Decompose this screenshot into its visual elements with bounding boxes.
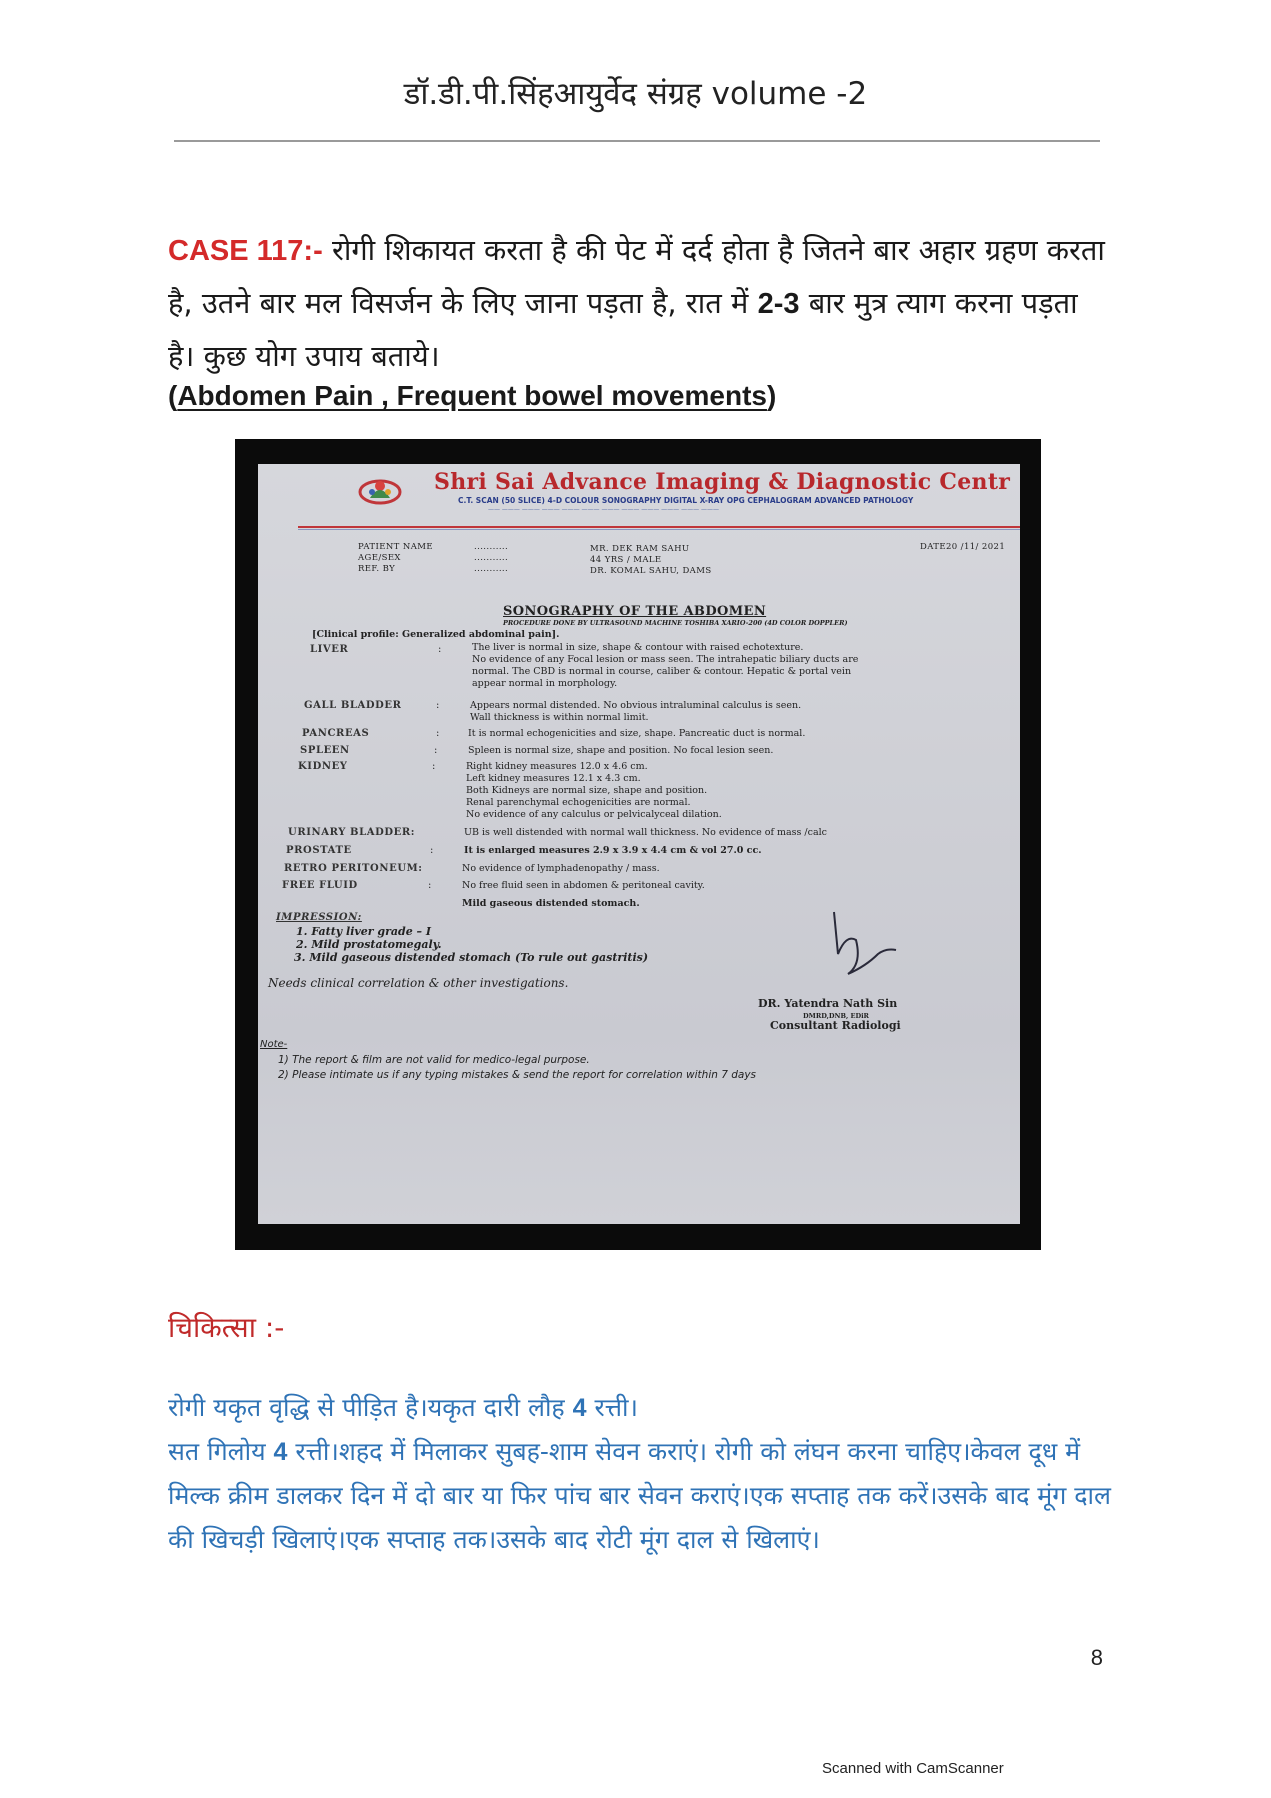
treatment-line-1b: रत्ती। xyxy=(586,1393,638,1422)
impression-3: 3. Mild gaseous distended stomach (To rule out gastritis) xyxy=(294,951,649,964)
sonography-report xyxy=(258,464,1020,1224)
report-services: C.T. SCAN (50 SLICE) 4-D COLOUR SONOGRAPHY DIGITAL X-RAY OPG CEPHALOGRAM ADVANCED PATHOLOGY xyxy=(458,496,914,505)
age-sex-label: AGE/SEX xyxy=(358,553,401,563)
liver-line-4: appear normal in morphology. xyxy=(472,678,618,689)
treatment-heading xyxy=(168,1308,284,1346)
pancreas-line-1: It is normal echogenicities and size, shape. Pancreatic duct is normal. xyxy=(468,728,806,739)
free-fluid-label: FREE FLUID xyxy=(282,880,358,891)
diagnostic-center-logo xyxy=(356,472,404,506)
report-header-rule xyxy=(298,526,1020,528)
stomach-line-1: Mild gaseous distended stomach. xyxy=(462,898,640,909)
needs-correlation: Needs clinical correlation & other investigations. xyxy=(268,976,569,990)
treatment-dose-1: 4 xyxy=(572,1394,587,1422)
paren-open: ( xyxy=(168,380,178,411)
retro-peritoneum-label: RETRO PERITONEUM: xyxy=(284,863,423,874)
note-2: 2) Please intimate us if any typing mistakes & send the report for correlation within 7 days xyxy=(278,1069,757,1081)
treatment-line-1 xyxy=(168,1386,1113,1430)
doctor-name: DR. Yatendra Nath Sin xyxy=(758,997,898,1010)
treatment-heading-text: चिकित्सा :- xyxy=(168,1311,285,1344)
case-text-part-a: रोगी शिकायत करता है की पेट में दर्द होता है जितने बार अहार ग्रहण करता है, उतने बार मल विसर्जन के लिए जाना पड़ता है, रात में xyxy=(168,233,1105,320)
page-header-title: डॉ.डी.पी.सिंहआयुर्वेद संग्रह volume -2 xyxy=(403,76,868,112)
free-fluid-line-1: No free fluid seen in abdomen & peritoneal cavity. xyxy=(462,880,705,891)
treatment-line-1a: रोगी यकृत वृद्धि से पीड़ित है।यकृत दारी लौह xyxy=(168,1393,573,1422)
patient-name-label: PATIENT NAME xyxy=(358,542,433,552)
patient-age-sex: 44 YRS / MALE xyxy=(590,555,662,565)
colon: : xyxy=(432,761,436,772)
colon: : xyxy=(434,745,438,756)
case-description xyxy=(168,224,1113,382)
colon: : xyxy=(428,880,432,891)
page-number: 8 xyxy=(1090,1645,1103,1670)
liver-line-1: The liver is normal in size, shape & contour with raised echotexture. xyxy=(472,642,804,653)
case-english-title xyxy=(168,380,776,412)
case-english-title-text: Abdomen Pain , Frequent bowel movements xyxy=(177,380,767,411)
pancreas-label: PANCREAS xyxy=(302,728,370,739)
note-1: 1) The report & film are not valid for medico-legal purpose. xyxy=(278,1054,590,1066)
dots-3: ........... xyxy=(474,564,509,574)
doctor-degrees: DMRD,DNB, EDiR xyxy=(803,1012,869,1020)
treatment-dose-2: 4 xyxy=(273,1438,288,1466)
impression-2: 2. Mild prostatomegaly. xyxy=(296,938,442,951)
impression-1: 1. Fatty liver grade – I xyxy=(296,925,432,938)
treatment-line-2a: सत गिलोय xyxy=(168,1437,274,1466)
header-divider xyxy=(174,140,1100,142)
dots-2: ........... xyxy=(474,553,509,563)
kidney-label: KIDNEY xyxy=(298,761,348,772)
spleen-line-1: Spleen is normal size, shape and position. No focal lesion seen. xyxy=(468,745,774,756)
doctor-designation: Consultant Radiologi xyxy=(770,1019,901,1032)
case-label: CASE 117:- xyxy=(168,235,323,267)
prostate-line-1: It is enlarged measures 2.9 x 3.9 x 4.4 cm & vol 27.0 cc. xyxy=(464,845,762,856)
referring-doctor: DR. KOMAL SAHU, DAMS xyxy=(590,566,712,576)
liver-line-3: normal. The CBD is normal in course, caliber & contour. Hepatic & portal vein xyxy=(472,666,852,677)
liver-label: LIVER xyxy=(310,644,349,655)
colon: : xyxy=(438,644,442,655)
ref-by-label: REF. BY xyxy=(358,564,396,574)
treatment-line-2b: रत्ती।शहद में मिलाकर सुबह-शाम सेवन कराएं। रोगी को लंघन करना चाहिए।केवल दूध में मिल्क क्रीम डालकर दिन में दो बार या फिर पांच बार सेवन कराएं।एक सप्ताह तक करें।उसके बाद मूंग दाल की खिचड़ी खिलाएं।एक सप्ताह तक।उसके बाद रोटी मूंग दाल से खिलाएं। xyxy=(168,1437,1111,1554)
impression-label: IMPRESSION: xyxy=(276,912,362,923)
kidney-line-3: Both Kidneys are normal size, shape and position. xyxy=(466,785,708,796)
kidney-line-2: Left kidney measures 12.1 x 4.3 cm. xyxy=(466,773,641,784)
report-photo xyxy=(235,439,1041,1250)
report-date: DATE20 /11/ 2021 xyxy=(920,542,1006,552)
case-text-part-b: बार मुत्र त्याग करना पड़ता है। कुछ योग उपाय बताये। xyxy=(168,286,1078,373)
spleen-label: SPLEEN xyxy=(300,745,350,756)
urinary-bladder-line-1: UB is well distended with normal wall thickness. No evidence of mass /calc xyxy=(464,827,827,838)
scanner-watermark: Scanned with CamScanner xyxy=(822,1760,1004,1777)
liver-line-2: No evidence of any Focal lesion or mass seen. The intrahepatic biliary ducts are xyxy=(472,654,859,665)
urinary-bladder-label: URINARY BLADDER: xyxy=(288,827,416,838)
kidney-line-5: No evidence of any calculus or pelvicalyceal dilation. xyxy=(466,809,722,820)
kidney-line-1: Right kidney measures 12.0 x 4.6 cm. xyxy=(466,761,648,772)
prostate-label: PROSTATE xyxy=(286,845,352,856)
patient-name: MR. DEK RAM SAHU xyxy=(590,544,690,554)
gall-bladder-line-1: Appears normal distended. No obvious intraluminal calculus is seen. xyxy=(470,700,802,711)
kidney-line-4: Renal parenchymal echogenicities are normal. xyxy=(466,797,691,808)
colon: : xyxy=(436,700,440,711)
case-urination-count: 2-3 xyxy=(757,288,800,320)
report-header-rule-2 xyxy=(298,529,1020,530)
report-procedure: PROCEDURE DONE BY ULTRASOUND MACHINE TOSHIBA XARIO-200 (4D COLOR DOPPLER) xyxy=(503,619,848,627)
dots-1: ........... xyxy=(474,542,509,552)
treatment-line-2 xyxy=(168,1430,1113,1562)
clinical-profile: [Clinical profile: Generalized abdominal pain]. xyxy=(312,629,560,640)
paren-close: ) xyxy=(766,380,777,411)
retro-peritoneum-line-1: No evidence of lymphadenopathy / mass. xyxy=(462,863,660,874)
report-center-name: Shri Sai Advance Imaging & Diagnostic Centr xyxy=(434,469,1011,495)
gall-bladder-label: GALL BLADDER xyxy=(304,700,402,711)
report-address-line: —— ——— ——— ——— ——— ——— ——— ——— ——— ——— ——— ——— xyxy=(488,506,719,513)
note-label: Note- xyxy=(260,1039,288,1050)
gall-bladder-line-2: Wall thickness is within normal limit. xyxy=(470,712,649,723)
treatment-body xyxy=(168,1386,1113,1562)
doctor-signature xyxy=(826,904,916,984)
report-heading: SONOGRAPHY OF THE ABDOMEN xyxy=(503,604,767,619)
colon: : xyxy=(430,845,434,856)
colon: : xyxy=(436,728,440,739)
